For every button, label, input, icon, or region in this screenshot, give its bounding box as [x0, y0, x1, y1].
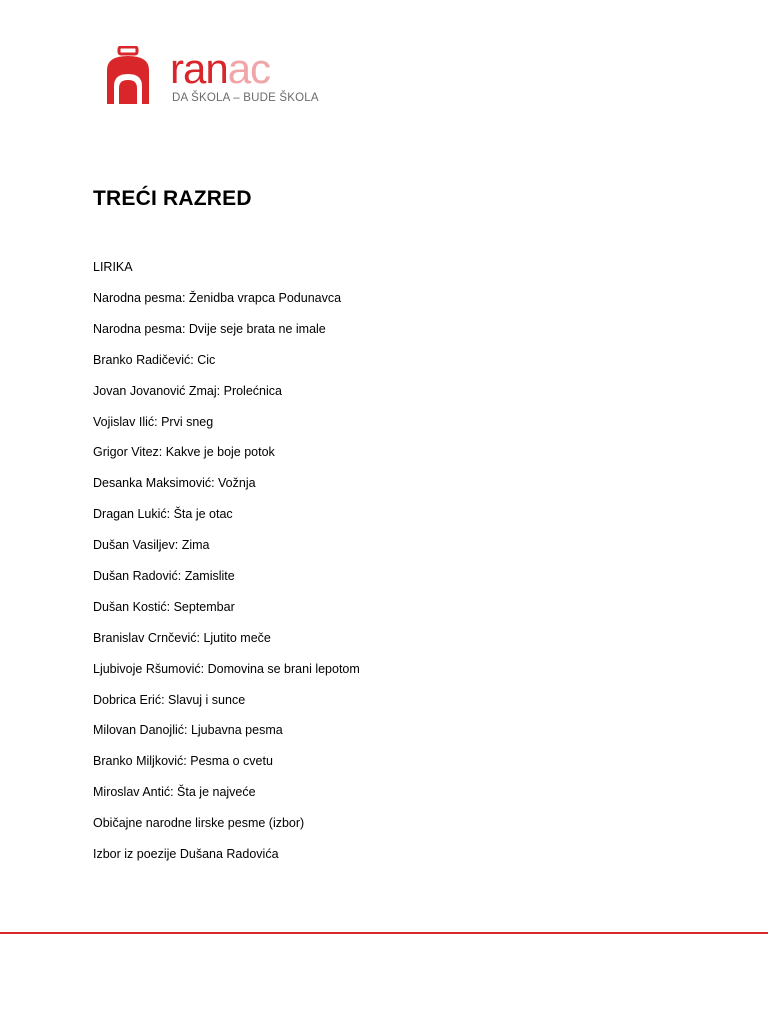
list-item: Narodna pesma: Ženidba vrapca Podunavca: [93, 291, 342, 305]
list-item: Branislav Crnčević: Ljutito meče: [93, 630, 271, 645]
list-item: Vojislav Ilić: Prvi sneg: [93, 414, 214, 429]
brand-tagline: DA ŠKOLA – BUDE ŠKOLA: [172, 92, 319, 104]
work-list: [93, 290, 360, 877]
list-item: Dušan Vasiljev: Zima: [93, 538, 210, 553]
list-item: Običajne narodne lirske pesme (izbor): [93, 816, 305, 831]
list-item: Miroslav Antić: Šta je najveće: [93, 785, 256, 800]
list-item: Dobrica Erić: Slavuj i sunce: [93, 692, 246, 707]
brand-wordmark: ranac: [170, 45, 271, 92]
page-title: TREĆI RAZRED: [93, 187, 252, 210]
list-item: Narodna pesma: Dvije seje brata ne imale: [93, 321, 326, 336]
list-item: Branko Radičević: Cic: [93, 352, 216, 367]
list-item: Desanka Maksimović: Vožnja: [93, 476, 256, 491]
footer-divider: [0, 932, 768, 934]
list-item: Milovan Danojlić: Ljubavna pesma: [93, 723, 283, 738]
brand-logo: [106, 46, 326, 108]
list-item: Dušan Radović: Zamislite: [93, 569, 235, 584]
list-item: Jovan Jovanović Zmaj: Prolećnica: [93, 383, 282, 398]
list-item: Dragan Lukić: Šta je otac: [93, 507, 233, 522]
list-item: Branko Miljković: Pesma o cvetu: [93, 754, 273, 769]
list-item: Izbor iz poezije Dušana Radovića: [93, 847, 279, 862]
section-heading: LIRIKA: [93, 260, 133, 274]
list-item: Dušan Kostić: Septembar: [93, 599, 235, 614]
list-item: Grigor Vitez: Kakve je boje potok: [93, 445, 275, 460]
backpack-icon: [106, 46, 150, 106]
list-item: Ljubivoje Ršumović: Domovina se brani lepotom: [93, 661, 360, 676]
